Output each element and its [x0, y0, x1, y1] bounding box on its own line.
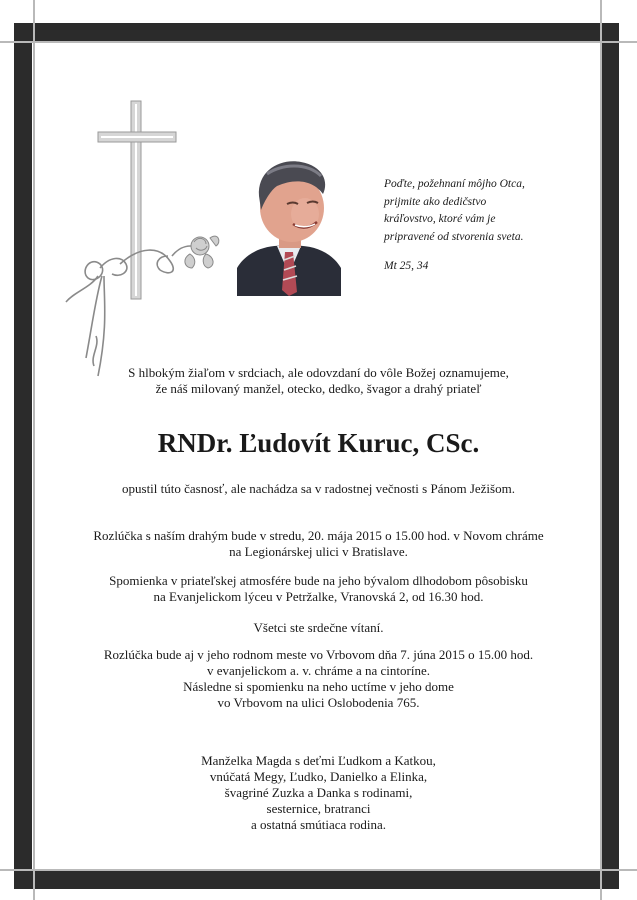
welcome — [60, 620, 577, 636]
verse-line: kráľovstvo, ktoré vám je — [384, 213, 496, 225]
family-line: Manželka Magda s deťmi Ľudkom a Katkou, — [201, 753, 436, 768]
farewell-vrbove-line: v evanjelickom a. v. chráme a na cintoríne. — [207, 663, 430, 678]
welcome-text: Všetci ste srdečne vítaní. — [253, 620, 384, 635]
frame-guide-line-top — [0, 41, 637, 43]
rose-icon — [185, 236, 219, 268]
farewell-bratislava — [60, 528, 577, 560]
departed-text: opustil túto časnosť, ale nachádza sa v radostnej večnosti s Pánom Ježišom. — [122, 481, 515, 496]
frame-guide-line-right — [600, 0, 602, 900]
family-signature — [60, 753, 577, 833]
verse-line: pripravené od stvorenia sveta. — [384, 230, 524, 243]
bible-verse — [384, 176, 584, 276]
verse-line: Poďte, požehnaní môjho Otca, — [384, 178, 525, 190]
memorial-line: na Evanjelickom lýceu v Petržalke, Vranovská 2, od 16.30 hod. — [153, 589, 484, 604]
farewell-vrbove-line: Následne si spomienku na neho uctíme v jeho dome — [183, 679, 454, 694]
family-line: vnúčatá Megy, Ľudko, Danielko a Elinka, — [209, 769, 428, 784]
family-line: sesternice, bratranci — [266, 801, 371, 816]
portrait-photo — [237, 156, 341, 296]
verse-line: prijmite ako dedičstvo — [384, 195, 487, 208]
announcement-line: že náš milovaný manžel, otecko, dedko, švagor a drahý priateľ — [155, 381, 482, 396]
farewell-bratislava-line: Rozlúčka s naším drahým bude v stredu, 20. mája 2015 o 15.00 hod. v Novom chráme — [93, 528, 544, 543]
cross-decoration — [60, 96, 225, 386]
farewell-vrbove — [60, 647, 577, 711]
departed-line — [60, 481, 577, 497]
cross-icon — [60, 96, 225, 386]
memorial — [60, 573, 577, 605]
memorial-line: Spomienka v priateľskej atmosfére bude na jeho bývalom dlhodobom pôsobisku — [109, 573, 528, 588]
family-line: švagriné Zuzka a Danka s rodinami, — [224, 785, 413, 800]
family-line: a ostatná smútiaca rodina. — [250, 817, 386, 832]
frame-guide-line-bottom — [0, 869, 637, 871]
farewell-vrbove-line: Rozlúčka bude aj v jeho rodnom meste vo Vrbovom dňa 7. júna 2015 o 15.00 hod. — [103, 647, 534, 662]
verse-reference: Mt 25, 34 — [384, 260, 429, 272]
farewell-vrbove-line: vo Vrbovom na ulici Oslobodenia 765. — [217, 695, 420, 710]
announcement — [60, 365, 577, 397]
deceased-name: RNDr. Ľudovít Kuruc, CSc. — [157, 428, 480, 458]
frame-guide-line-left — [33, 0, 35, 900]
portrait-image — [237, 156, 341, 296]
farewell-bratislava-line: na Legionárskej ulici v Bratislave. — [229, 544, 408, 559]
announcement-line: S hlbokým žiaľom v srdciach, ale odovzdaní do vôle Božej oznamujeme, — [128, 365, 509, 380]
